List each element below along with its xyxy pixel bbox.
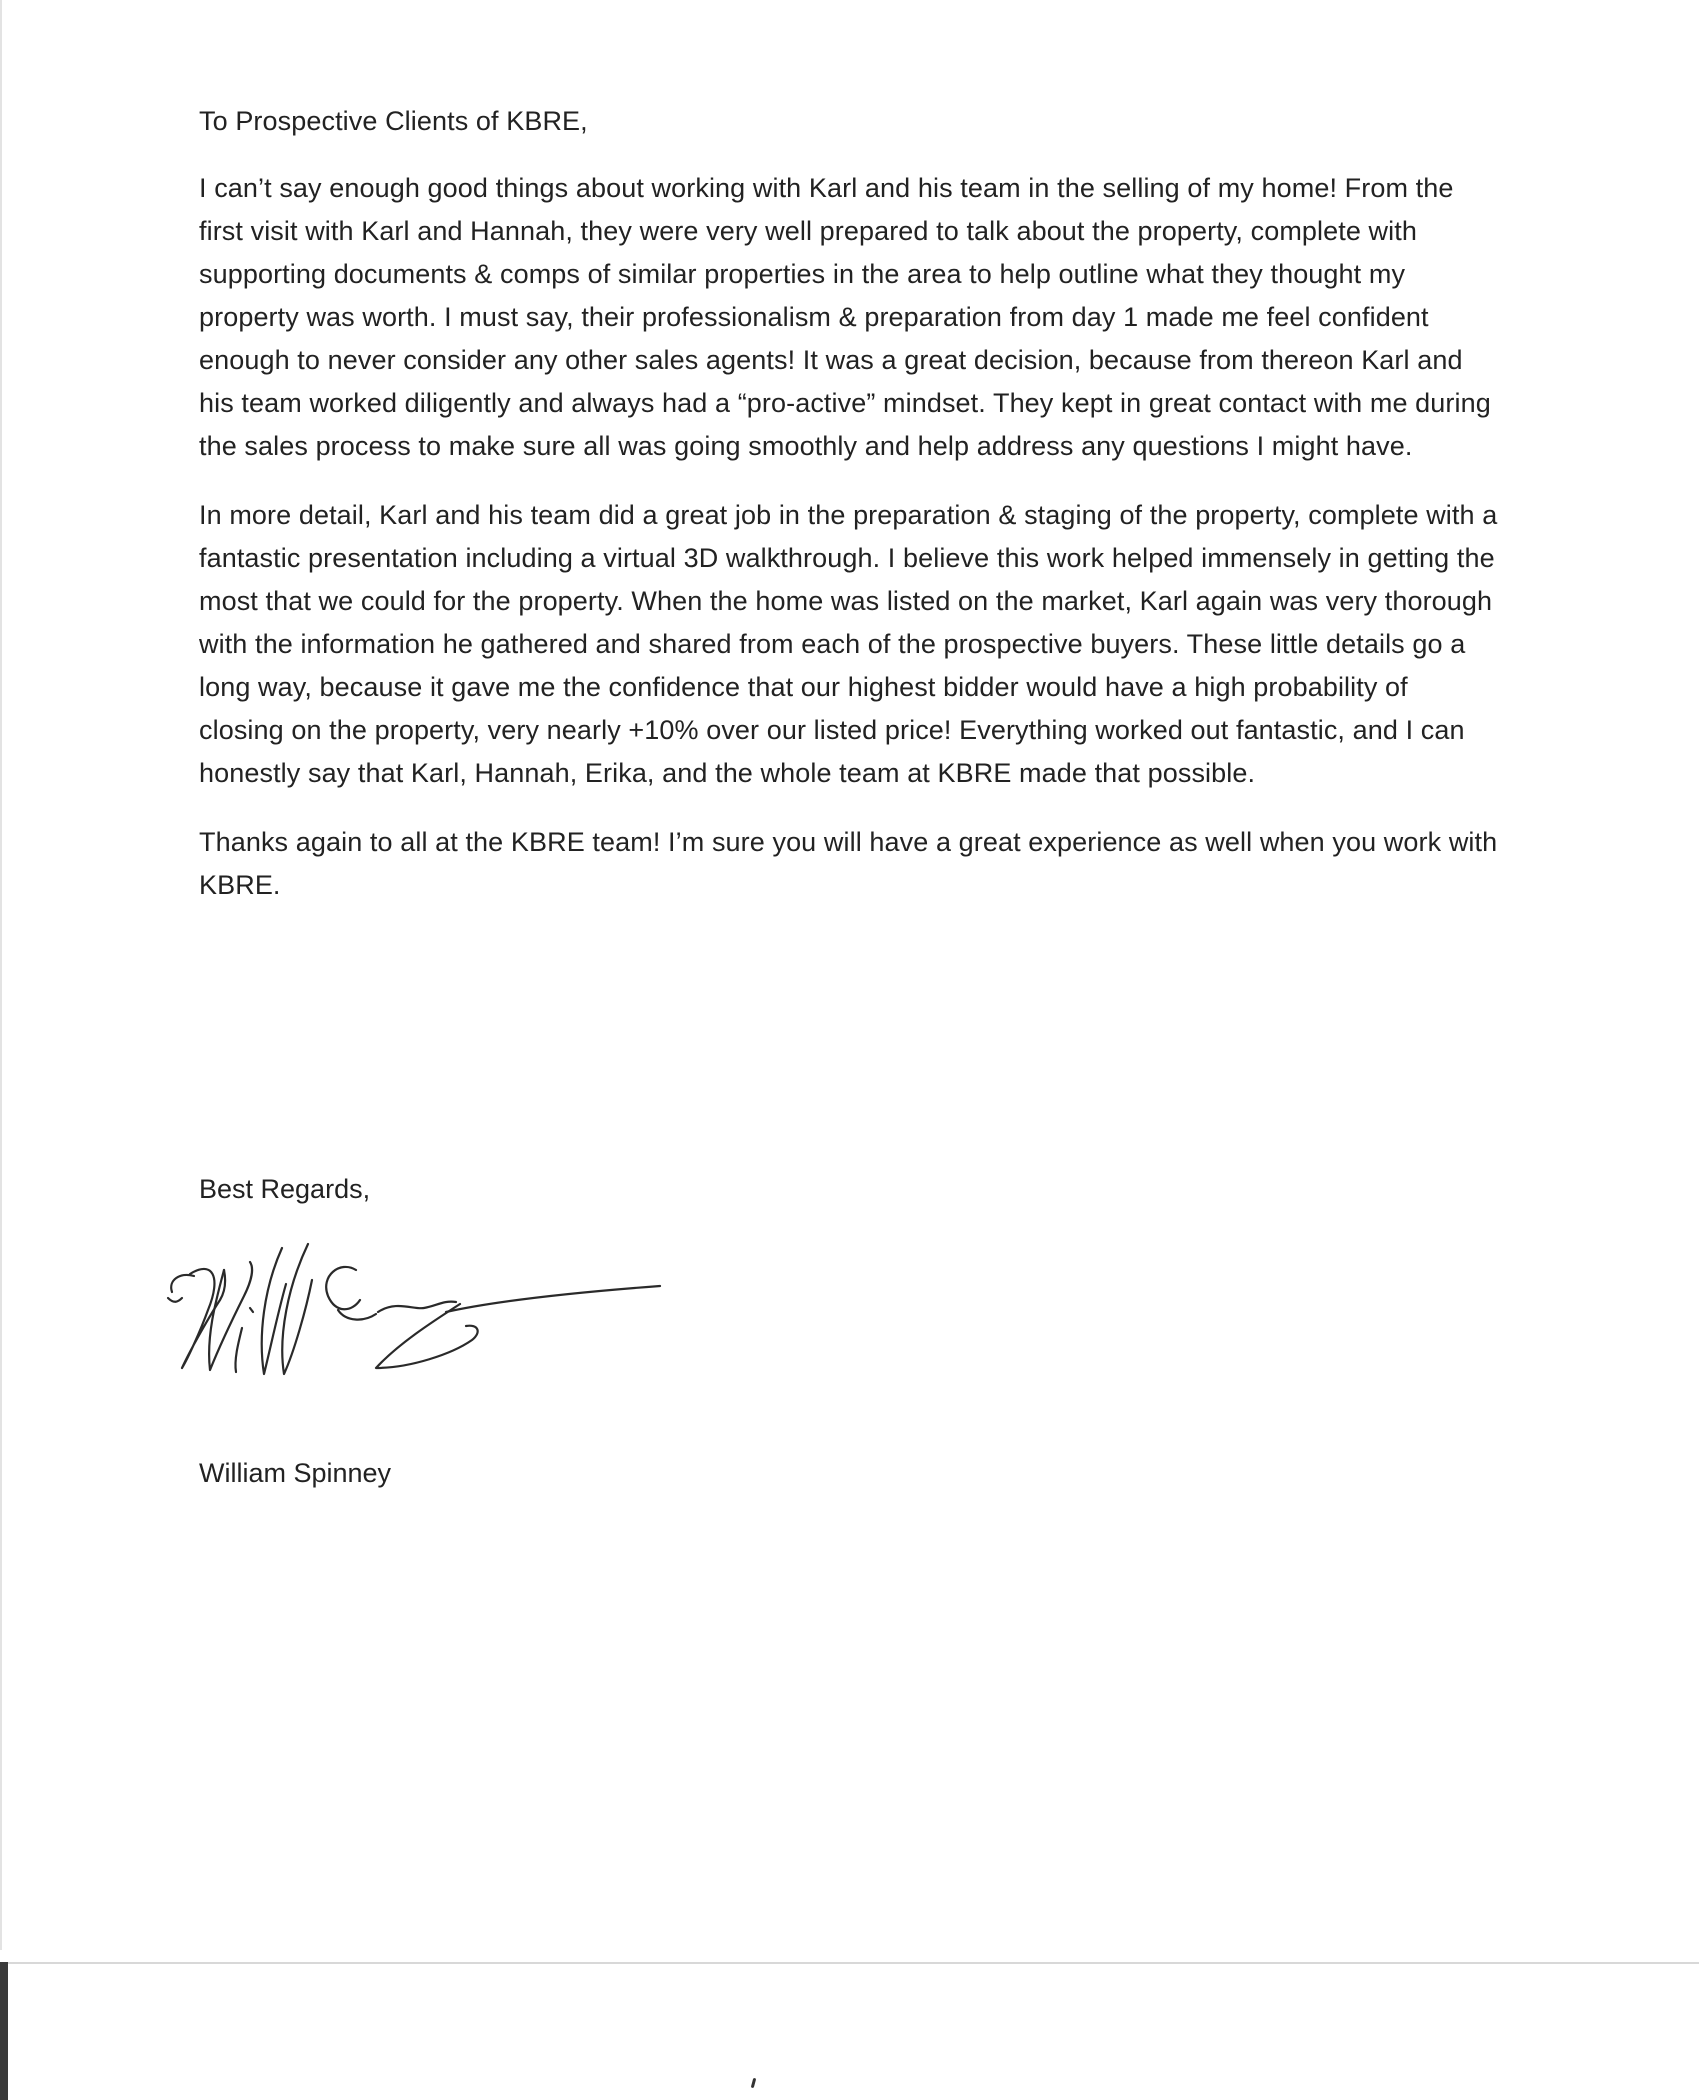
closing: Best Regards, <box>199 1174 371 1204</box>
scan-artifact-bar <box>0 1962 8 2100</box>
salutation: To Prospective Clients of KBRE, <box>199 106 588 136</box>
paragraph-1: I can’t say enough good things about working with Karl and his team in the selling of my home! From the first visit with Karl and Hannah, they were very well prepared to talk about the property, complete with supporting documents & comps of similar properties in the area to help outline what they thought my property was worth. I must say, their professionalism & preparation from day 1 made me feel confident enough to never consider any other sales agents! It was a great decision, because from thereon Karl and his team worked diligently and always had a “pro-active” mindset. They kept in great contact with me during the sales process to make sure all was going smoothly and help address any questions I might have. <box>199 173 1491 461</box>
scan-artifact-line <box>0 1962 1699 1964</box>
handwritten-signature <box>160 1240 760 1410</box>
scan-edge <box>0 0 2 1950</box>
paragraph-3: Thanks again to all at the KBRE team! I’m sure you will have a great experience as well when you work with KBRE. <box>199 827 1498 900</box>
scan-artifact-speck <box>751 2078 756 2088</box>
letter-body <box>199 100 1499 933</box>
paragraph-2: In more detail, Karl and his team did a great job in the preparation & staging of the property, complete with a fantastic presentation including a virtual 3D walkthrough. I believe this work helped immensely in getting the most that we could for the property. When the home was listed on the market, Karl again was very thorough with the information he gathered and shared from each of the prospective buyers. These little details go a long way, because it gave me the confidence that our highest bidder would have a high probability of closing on the property, very nearly +10% over our listed price! Everything worked out fantastic, and I can honestly say that Karl, Hannah, Erika, and the whole team at KBRE made that possible. <box>199 500 1498 788</box>
signer-name: William Spinney <box>199 1458 392 1488</box>
